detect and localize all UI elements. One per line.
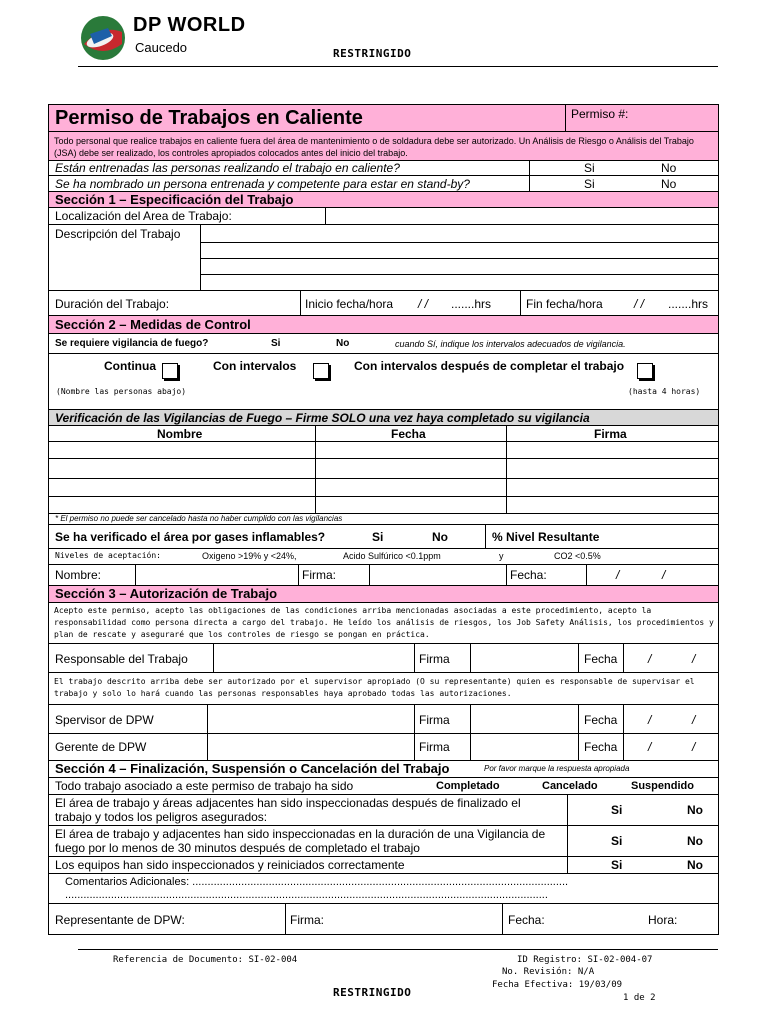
location-label: Localización del Area de Trabajo: (55, 209, 232, 223)
responsible-label: Responsable del Trabajo (55, 652, 188, 666)
end-label: Fin fecha/hora (526, 297, 603, 311)
q1-no[interactable]: No (661, 161, 677, 175)
co2-range: CO2 <0.5% (554, 551, 601, 561)
intervals-checkbox[interactable] (313, 363, 329, 379)
logo-icon (78, 14, 128, 62)
q1-yes[interactable]: Si (584, 161, 595, 175)
question-row-2 (49, 176, 718, 192)
supervisor-text-row (49, 673, 718, 705)
gas-name-label: Nombre: (55, 568, 102, 582)
acceptance-label: Niveles de aceptación: (55, 551, 161, 560)
section4-hint: Por favor marque la respuesta apropiada (484, 764, 630, 773)
inspection-1-text: El área de trabajo y áreas adjacentes han sido inspeccionadas después de finalizado el trabajo y todos los peligros asegurados: (55, 796, 521, 824)
section2-header (49, 316, 718, 334)
description-block (49, 225, 718, 291)
cancel-note: * El permiso no puede ser cancelado hasta no haber cumplido con las vigilancias (55, 514, 343, 523)
responsible-date-slash-2[interactable]: / (692, 652, 696, 666)
effective-date: Fecha Efectiva: 19/03/09 (492, 980, 623, 990)
manager-date-label: Fecha (584, 740, 618, 754)
inspection-3-no[interactable]: No (687, 858, 703, 872)
gas-date-slash-1[interactable]: / (616, 568, 620, 582)
col-sign: Firma (594, 427, 627, 441)
section4-header (49, 761, 718, 778)
start-label: Inicio fecha/hora (305, 297, 394, 311)
question-row-1 (49, 161, 718, 176)
names-below-note: (Nombre las personas abajo) (56, 387, 187, 396)
col-name: Nombre (157, 427, 203, 441)
responsible-date-label: Fecha (584, 652, 618, 666)
supervisor-text: El trabajo descrito arriba debe ser autorizado por el supervisor apropiado (O su representante) quien es responsable de supervisar el trabajo y solo lo hará cuando las personas responsables haya aprobado todas las autorizaciones. (54, 677, 695, 698)
supervisor-row (49, 705, 718, 734)
description-label: Descripción del Trabajo (55, 227, 181, 241)
page-number: 1 de 2 (623, 993, 656, 1003)
duration-row (49, 291, 718, 316)
manager-sign-label: Firma (419, 740, 450, 754)
section4-title: Sección 4 – Finalización, Suspensión o Cancelación del Trabajo (55, 761, 450, 776)
start-hours[interactable]: .......hrs (451, 297, 492, 311)
verification-header (49, 410, 718, 426)
fire-watch-row (49, 334, 718, 354)
start-date[interactable]: / / (418, 297, 429, 311)
inspection-2-no[interactable]: No (687, 834, 703, 848)
end-date[interactable]: / / (634, 297, 645, 311)
col-date: Fecha (391, 427, 426, 441)
representative-time-label: Hora: (648, 913, 678, 927)
supervisor-date-slash-2[interactable]: / (692, 713, 696, 727)
intro-text: Todo personal que realice trabajos en caliente fuera del área de mantenimiento o de soldadura debe ser autorizado. Un Análisis de Riesgo o Análisis del Trabajo (JSA) debe ser realizado, los controles apropiados colocados antes del inicio del trabajo. (54, 136, 694, 158)
oxygen-range: Oxigeno >19% y <24%, (202, 551, 297, 561)
manager-date-slash-1[interactable]: / (648, 740, 652, 754)
representative-sign-label: Firma: (290, 913, 324, 927)
q2-no[interactable]: No (661, 177, 677, 191)
inspection-2-text: El área de trabajo y adjacentes han sido inspeccionadas en la duración de una Vigilancia de fuego por lo menos de 30 minutos después de completado el trabajo (55, 827, 546, 855)
cancel-note-row (49, 514, 718, 525)
status-row (49, 778, 718, 795)
inspection-1-yes[interactable]: Si (611, 803, 623, 817)
inspection-3-yes[interactable]: Si (611, 858, 623, 872)
inspection-row-2 (49, 826, 718, 857)
section1-header (49, 192, 718, 208)
gas-sign-row (49, 565, 718, 586)
and-text: y (499, 551, 504, 561)
h2s-range: Acido Sulfúrico <0.1ppm (343, 551, 441, 561)
gas-no[interactable]: No (432, 530, 448, 544)
manager-row (49, 734, 718, 761)
classification-header: RESTRINGIDO (333, 47, 412, 60)
supervisor-sign-label: Firma (419, 713, 450, 727)
section1-title: Sección 1 – Especificación del Trabajo (55, 192, 294, 207)
fire-watch-question: Se requiere vigilancia de fuego? (55, 338, 209, 349)
header-divider (78, 66, 718, 67)
registry-id: ID Registro: SI-02-004-07 (517, 955, 653, 965)
representative-label: Representante de DPW: (55, 913, 185, 927)
manager-date-slash-2[interactable]: / (692, 740, 696, 754)
watch-options-block (49, 354, 718, 410)
responsible-date-slash-1[interactable]: / (648, 652, 652, 666)
option-intervals-label: Con intervalos (213, 359, 297, 373)
question-trained: Están entrenadas las personas realizando el trabajo en caliente? (55, 161, 400, 175)
gas-date-label: Fecha: (510, 568, 547, 582)
representative-row (49, 904, 718, 934)
comments-block[interactable] (49, 874, 718, 904)
logo-title: DP WORLD (133, 14, 246, 36)
footer-divider (78, 949, 718, 950)
responsible-row (49, 644, 718, 673)
classification-footer: RESTRINGIDO (333, 986, 412, 999)
permit-number-label: Permiso #: (571, 107, 629, 121)
status-cancelled[interactable]: Cancelado (542, 780, 598, 792)
level-label: % Nivel Resultante (492, 530, 600, 544)
acceptance-row (49, 549, 718, 565)
option-continuous-label: Continua (104, 359, 156, 373)
doc-reference: Referencia de Documento: SI-02-004 (113, 955, 298, 965)
hot-work-permit-form (48, 104, 719, 935)
end-hours[interactable]: .......hrs (668, 297, 709, 311)
watch-table-header (49, 426, 718, 442)
location-row (49, 208, 718, 225)
intervals-after-checkbox[interactable] (637, 363, 653, 379)
status-completed[interactable]: Completado (436, 780, 500, 792)
inspection-row-1 (49, 795, 718, 826)
table-row[interactable] (49, 458, 718, 459)
intro-row (49, 132, 718, 161)
section3-header (49, 586, 718, 603)
status-suspended[interactable]: Suspendido (631, 780, 694, 792)
title-row (49, 105, 718, 132)
comments-dots: .............................................................................................................................................................. (65, 889, 548, 901)
gas-yes[interactable]: Si (372, 530, 384, 544)
supervisor-label: Spervisor de DPW (55, 713, 154, 727)
table-row[interactable] (49, 496, 718, 497)
gas-sign-label: Firma: (302, 568, 336, 582)
watch-table-body (49, 442, 718, 514)
inspection-1-no[interactable]: No (687, 803, 703, 817)
duration-label: Duración del Trabajo: (55, 297, 170, 311)
verification-title: Verificación de las Vigilancias de Fuego – Firme SOLO una vez haya completado su vigilancia (55, 411, 590, 425)
revision-number: No. Revisión: N/A (502, 967, 595, 977)
gas-date-slash-2[interactable]: / (662, 568, 666, 582)
responsible-sign-label: Firma (419, 652, 450, 666)
inspection-row-3 (49, 857, 718, 874)
fire-watch-note: cuando Sí, indique los intervalos adecuados de vigilancia. (395, 339, 626, 349)
section2-title: Sección 2 – Medidas de Control (55, 317, 251, 332)
supervisor-date-slash-1[interactable]: / (648, 713, 652, 727)
section3-title: Sección 3 – Autorización de Trabajo (55, 586, 278, 601)
fire-watch-yes[interactable]: Si (271, 338, 281, 349)
form-title: Permiso de Trabajos en Caliente (55, 107, 363, 129)
acceptance-text: Acepto este permiso, acepto las obligaciones de las condiciones arriba mencionadas asociadas a este procedimiento, acepto la responsabilidad como persona directa a cargo del trabajo. He leído los análisis de riesgos, los Job Safety Análisis, los procedimientos y plan de rescate y aseguraré que los controles de riesgo se pongan en práctica. (54, 606, 714, 639)
question-standby: Se ha nombrado un persona entrenada y competente para estar en stand-by? (55, 177, 470, 191)
acceptance-text-row (49, 603, 718, 644)
status-question: Todo trabajo asociado a este permiso de trabajo ha sido (55, 779, 354, 793)
option-intervals-after-label: Con intervalos después de completar el trabajo (354, 359, 625, 373)
logo-subtitle: Caucedo (135, 40, 188, 55)
inspection-3-text: Los equipos han sido inspeccionados y reiniciados correctamente (55, 858, 405, 872)
manager-label: Gerente de DPW (55, 740, 147, 754)
up-to-4h-note: (hasta 4 horas) (628, 387, 701, 396)
comments-label: Comentarios Adicionales: ........................................................................................................................... (65, 876, 569, 888)
gas-question: Se ha verificado el área por gases inflamables? (55, 530, 326, 544)
fire-watch-no[interactable]: No (336, 338, 350, 349)
representative-date-label: Fecha: (508, 913, 545, 927)
gas-check-row (49, 525, 718, 549)
inspection-2-yes[interactable]: Si (611, 834, 623, 848)
supervisor-date-label: Fecha (584, 713, 618, 727)
table-row[interactable] (49, 478, 718, 479)
continuous-checkbox[interactable] (162, 363, 178, 379)
q2-yes[interactable]: Si (584, 177, 595, 191)
